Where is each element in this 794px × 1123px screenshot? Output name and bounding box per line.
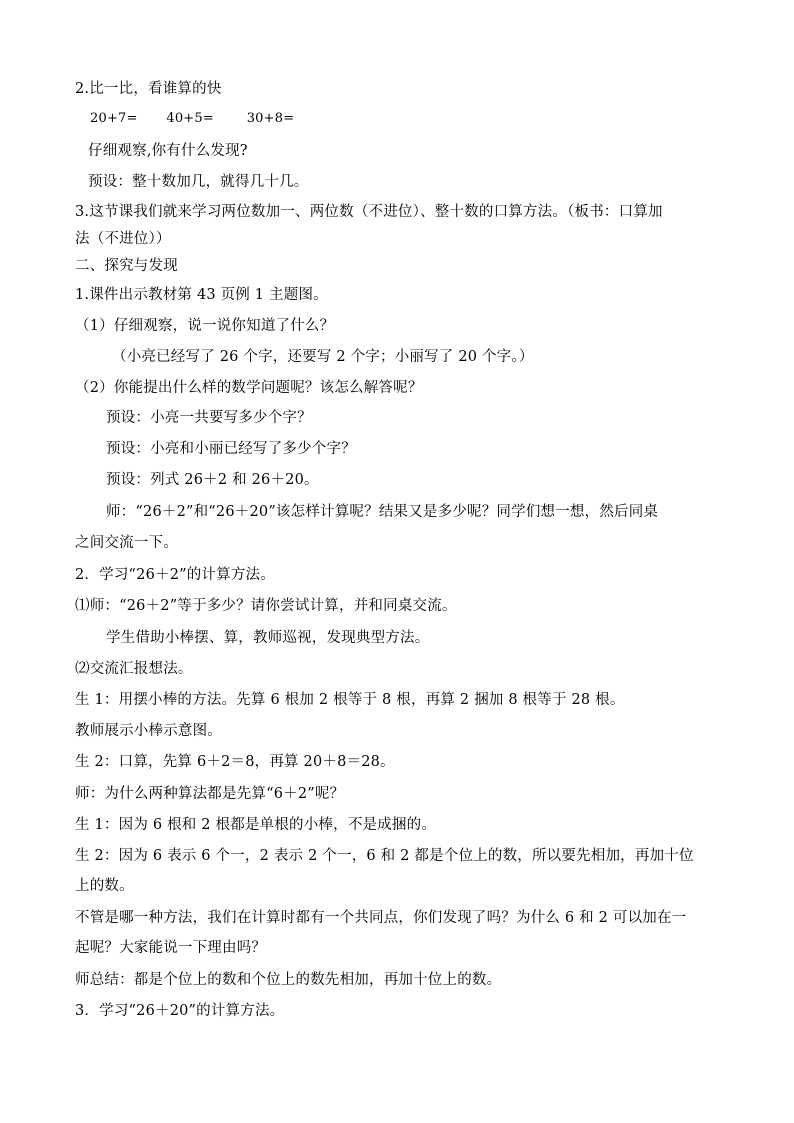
paragraph: ⑵交流汇报想法。 <box>75 661 193 677</box>
paragraph: 之间交流一下。 <box>75 535 178 551</box>
paragraph: （小亮已经写了 26 个字，还要写 2 个字；小丽写了 20 个字。） <box>112 349 534 365</box>
paragraph: ⑴师：“26＋2”等于多少？请你尝试计算，并和同桌交流。 <box>75 598 457 614</box>
paragraph: 师：“26＋2”和“26＋20”该怎样计算呢？结果又是多少呢？同学们想一想，然后同桌 <box>106 504 659 520</box>
paragraph: 上的数。 <box>75 878 134 894</box>
paragraph: 预设：小亮和小丽已经写了多少个字？ <box>106 441 356 457</box>
paragraph: 师：为什么两种算法都是先算“6＋2”呢？ <box>75 786 345 802</box>
section-heading: 2．学习“26＋2”的计算方法。 <box>75 567 275 583</box>
paragraph: 仔细观察,你有什么发现? <box>88 143 248 159</box>
paragraph: （1）仔细观察，说一说你知道了什么？ <box>75 318 335 334</box>
calc-problem-2: 40+5= <box>166 111 214 126</box>
paragraph: 1.课件出示教材第 43 页例 1 主题图。 <box>75 287 328 303</box>
paragraph: 不管是哪一种方法，我们在计算时都有一个共同点，你们发现了吗？为什么 6 和 2 可以加在一 <box>75 910 687 926</box>
paragraph: 法（不进位）） <box>75 231 171 247</box>
section-heading-compare: 2.比一比，看谁算的快 <box>75 81 222 97</box>
calc-problems <box>90 109 294 129</box>
paragraph: 预设：整十数加几，就得几十几。 <box>88 174 309 190</box>
calc-problem-3: 30+8= <box>246 111 295 126</box>
paragraph: 生 2：口算，先算 6＋2＝8，再算 20＋8＝28。 <box>75 754 395 770</box>
paragraph: （2）你能提出什么样的数学问题呢？该怎么解答呢？ <box>75 380 423 396</box>
paragraph: 生 1：用摆小棒的方法。先算 6 根加 2 根等于 8 根，再算 2 捆加 8 根等于 28 根。 <box>75 692 625 708</box>
paragraph: 预设：小亮一共要写多少个字？ <box>106 410 312 426</box>
calc-problem-1: 20+7= <box>90 111 138 126</box>
paragraph: 师总结：都是个位上的数和个位上的数先相加，再加十位上的数。 <box>75 972 502 988</box>
paragraph: 教师展示小棒示意图。 <box>75 723 222 739</box>
section-heading: 二、探究与发现 <box>75 258 178 274</box>
paragraph: 生 1：因为 6 根和 2 根都是单根的小棒，不是成捆的。 <box>75 817 437 833</box>
paragraph: 预设：列式 26＋2 和 26＋20。 <box>106 472 319 488</box>
paragraph: 3.这节课我们就来学习两位数加一、两位数（不进位）、整十数的口算方法。（板书：口算加 <box>75 204 663 220</box>
section-heading: 3．学习“26＋20”的计算方法。 <box>75 1003 285 1019</box>
paragraph: 学生借助小棒摆、算，教师巡视，发现典型方法。 <box>106 630 430 646</box>
paragraph: 生 2：因为 6 表示 6 个一，2 表示 2 个一，6 和 2 都是个位上的数，所以要先相加，再加十位 <box>75 848 694 864</box>
paragraph: 起呢？大家能说一下理由吗？ <box>75 940 267 956</box>
